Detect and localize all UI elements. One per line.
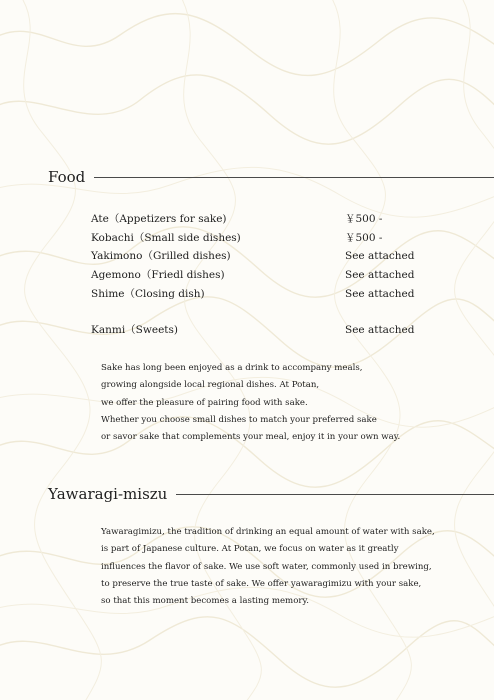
menu-item-sweets bbox=[91, 321, 431, 340]
food-menu-list bbox=[91, 210, 431, 340]
description-line: so that this moment becomes a lasting memory. bbox=[101, 596, 309, 607]
yawaragi-heading-rule bbox=[176, 494, 494, 495]
food-section-heading bbox=[48, 168, 494, 186]
yawaragi-description bbox=[101, 524, 435, 610]
menu-item-price: ￥500 - bbox=[345, 213, 383, 225]
yawaragi-heading-title: Yawaragi-miszu bbox=[48, 485, 168, 503]
menu-item-price: ￥500 - bbox=[345, 231, 383, 244]
description-line: growing alongside local regional dishes. At Potan, bbox=[101, 380, 320, 391]
menu-item bbox=[91, 285, 431, 304]
description-line: Whether you choose small dishes to match your preferred sake bbox=[101, 414, 377, 425]
food-heading-rule bbox=[94, 177, 494, 178]
menu-item-name: Kanmi（Sweets) bbox=[91, 324, 178, 337]
menu-item-name: Yakimono（Grilled dishes) bbox=[91, 250, 231, 263]
menu-item bbox=[91, 229, 431, 248]
menu-item-price: See attached bbox=[345, 324, 415, 337]
description-line: or savor sake that complements your meal, enjoy it in your own way. bbox=[101, 432, 401, 443]
menu-item-name: Shime（Closing dish) bbox=[91, 287, 205, 300]
food-description bbox=[101, 360, 400, 446]
description-line: we offer the pleasure of pairing food with sake. bbox=[101, 397, 308, 408]
menu-item-name: Ate（Appetizers for sake) bbox=[91, 213, 227, 225]
menu-spacer bbox=[91, 303, 431, 321]
description-line: is part of Japanese culture. At Potan, we focus on water as it greatly bbox=[101, 544, 399, 555]
menu-item-name: Agemono（Friedl dishes) bbox=[91, 269, 225, 282]
menu-item bbox=[91, 210, 431, 229]
description-line: to preserve the true taste of sake. We offer yawaragimizu with your sake, bbox=[101, 578, 422, 589]
menu-item bbox=[91, 266, 431, 285]
description-line: Sake has long been enjoyed as a drink to accompany meals, bbox=[101, 363, 363, 373]
menu-item bbox=[91, 247, 431, 266]
menu-item-price: See attached bbox=[345, 250, 415, 263]
menu-item-price: See attached bbox=[345, 287, 415, 300]
description-line: Yawaragimizu, the tradition of drinking an equal amount of water with sake, bbox=[101, 527, 435, 537]
food-heading-title: Food bbox=[48, 168, 86, 186]
description-line: influences the flavor of sake. We use soft water, commonly used in brewing, bbox=[101, 561, 432, 572]
yawaragi-section-heading bbox=[48, 485, 494, 503]
menu-item-name: Kobachi（Small side dishes) bbox=[91, 231, 241, 244]
menu-item-price: See attached bbox=[345, 269, 415, 282]
